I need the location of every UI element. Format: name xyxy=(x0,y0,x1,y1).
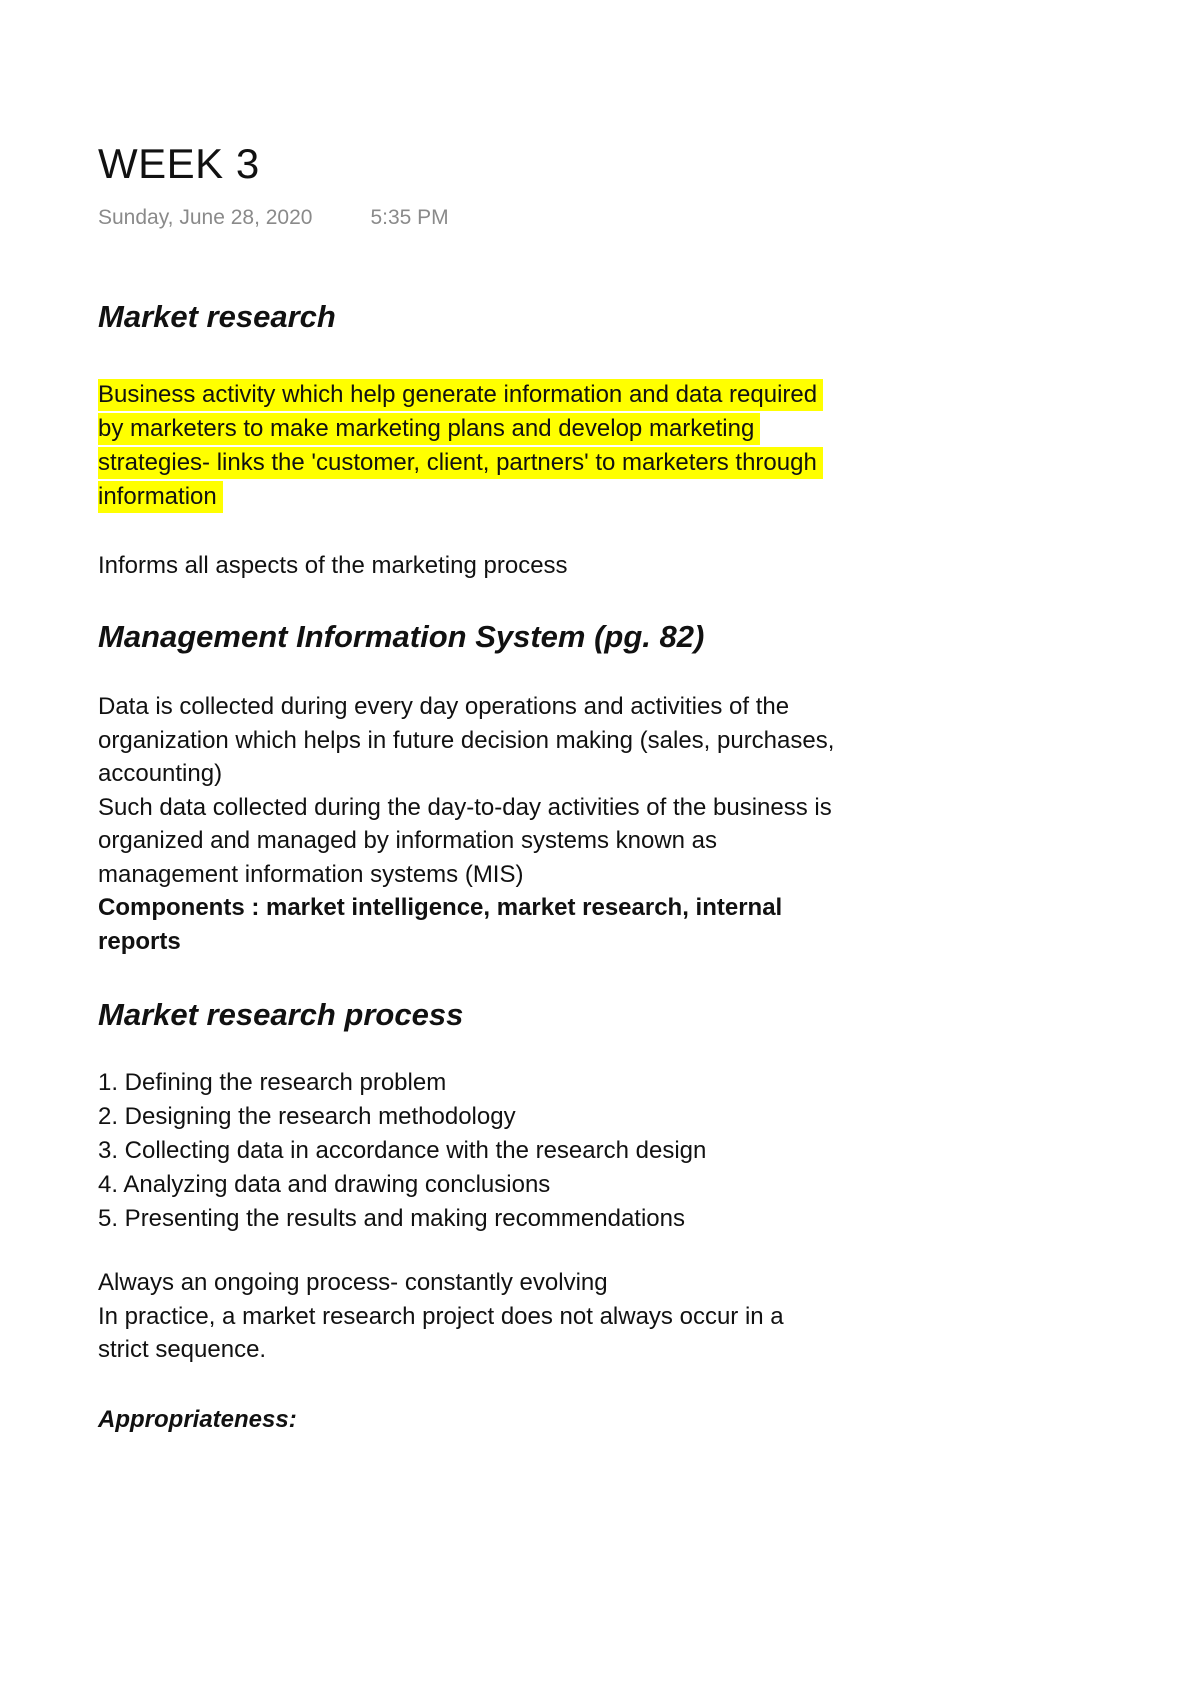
mis-components-line: Components : market intelligence, market research, internal xyxy=(98,894,783,921)
mis-line: organized and managed by information systems known as xyxy=(98,827,718,854)
mis-line: management information systems (MIS) xyxy=(98,860,524,888)
mis-line: accounting) xyxy=(98,760,223,787)
process-note-line: strict sequence. xyxy=(98,1336,267,1363)
highlight-line: strategies- links the 'customer, client, partners' to marketers through xyxy=(98,447,823,479)
highlight-line: Business activity which help generate information and data required xyxy=(98,379,823,411)
list-item: 4. Analyzing data and drawing conclusions xyxy=(98,1171,551,1198)
list-item: 1. Defining the research problem xyxy=(98,1069,447,1096)
note-date: Sunday, June 28, 2020 xyxy=(98,206,313,229)
market-research-note: Informs all aspects of the marketing process xyxy=(98,552,568,579)
process-note-line: In practice, a market research project does not always occur in a xyxy=(98,1302,784,1330)
heading-mis: Management Information System (pg. 82) xyxy=(98,619,705,654)
process-note-line: Always an ongoing process- constantly evolving xyxy=(98,1269,608,1296)
market-research-definition xyxy=(98,378,958,514)
page-title: WEEK 3 xyxy=(98,140,260,187)
heading-research-process: Market research process xyxy=(98,997,464,1032)
note-time: 5:35 PM xyxy=(370,206,449,229)
mis-line: organization which helps in future decision making (sales, purchases, xyxy=(98,726,835,754)
list-item: 5. Presenting the results and making recommendations xyxy=(98,1205,685,1232)
process-steps-list xyxy=(98,1066,706,1236)
highlight-line: by marketers to make marketing plans and develop marketing xyxy=(98,413,760,445)
note-timestamp xyxy=(98,206,449,230)
mis-description xyxy=(98,690,958,958)
heading-market-research: Market research xyxy=(98,299,336,334)
process-notes xyxy=(98,1266,958,1367)
mis-line: Such data collected during the day-to-day activities of the business is xyxy=(98,793,832,821)
list-item: 3. Collecting data in accordance with the research design xyxy=(98,1137,707,1164)
list-item: 2. Designing the research methodology xyxy=(98,1103,516,1130)
appropriateness-label: Appropriateness: xyxy=(98,1406,297,1433)
highlight-line: information xyxy=(98,481,223,513)
mis-line: Data is collected during every day operations and activities of the xyxy=(98,693,790,720)
mis-components-line: reports xyxy=(98,927,181,955)
